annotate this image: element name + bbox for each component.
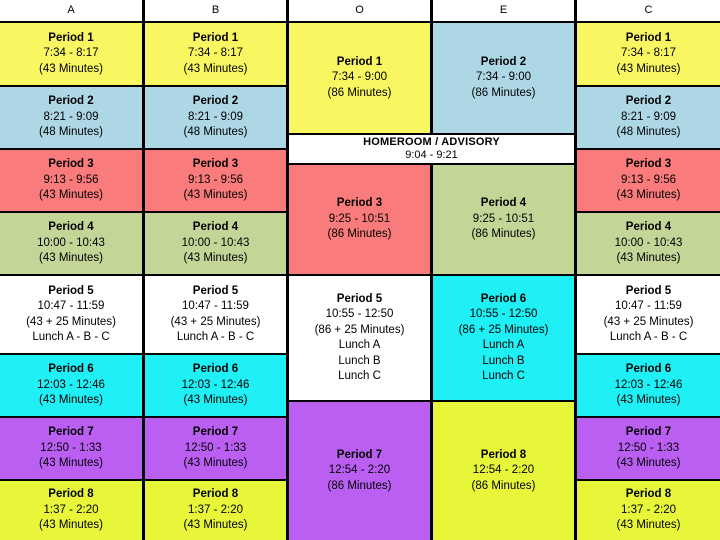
period-time: 12:50 - 1:33 bbox=[40, 441, 102, 454]
lunch-b: Lunch B bbox=[338, 354, 381, 367]
block-o-period-3 bbox=[289, 165, 430, 274]
period-name: Period 4 bbox=[192, 221, 239, 234]
period-time: 1:37 - 2:20 bbox=[188, 503, 243, 516]
period-time: 7:34 - 8:17 bbox=[188, 47, 243, 60]
period-name: Period 2 bbox=[192, 95, 239, 108]
period-name: Period 8 bbox=[48, 488, 94, 501]
period-time: 10:47 - 11:59 bbox=[182, 300, 249, 312]
period-length: (43 Minutes) bbox=[39, 189, 103, 202]
period-2-cell-a bbox=[0, 87, 142, 148]
period-time: 1:37 - 2:20 bbox=[43, 503, 99, 516]
period-length: (48 Minutes) bbox=[183, 126, 248, 139]
period-time: 10:00 - 10:43 bbox=[614, 236, 683, 249]
period-time: 8:21 - 9:09 bbox=[188, 110, 243, 123]
period-time: 7:34 - 8:17 bbox=[43, 47, 99, 60]
period-length: (86 + 25 Minutes) bbox=[314, 323, 405, 336]
period-name: Period 6 bbox=[480, 292, 527, 305]
period-5-cell-b bbox=[145, 276, 286, 353]
period-length: (43 Minutes) bbox=[616, 457, 681, 470]
period-length: (43 Minutes) bbox=[183, 394, 248, 407]
period-name: Period 5 bbox=[336, 292, 383, 305]
period-length: (43 + 25 Minutes) bbox=[26, 315, 116, 328]
period-7-cell-a bbox=[0, 418, 142, 479]
period-time: 7:34 - 9:00 bbox=[476, 71, 531, 84]
period-8-cell-a bbox=[0, 481, 142, 540]
period-length: (86 Minutes) bbox=[327, 86, 392, 99]
period-name: Period 7 bbox=[192, 426, 239, 439]
block-e-period-2 bbox=[433, 23, 574, 133]
period-time: 1:37 - 2:20 bbox=[621, 503, 676, 516]
period-7-cell-c bbox=[577, 418, 720, 479]
period-name: Period 8 bbox=[480, 448, 527, 461]
header-b: B bbox=[145, 0, 286, 21]
period-2-cell-c bbox=[577, 87, 720, 148]
period-name: Period 1 bbox=[336, 55, 383, 68]
period-length: (86 Minutes) bbox=[327, 228, 392, 241]
period-8-cell-b bbox=[145, 481, 286, 540]
homeroom-time: 9:04 - 9:21 bbox=[405, 149, 458, 161]
period-name: Period 8 bbox=[625, 488, 672, 501]
period-length: (86 Minutes) bbox=[327, 479, 392, 492]
lunch-b: Lunch B bbox=[482, 354, 525, 367]
period-8-cell-c bbox=[577, 481, 720, 540]
period-6-cell-a bbox=[0, 355, 142, 416]
period-name: Period 3 bbox=[192, 158, 239, 171]
period-time: 10:55 - 12:50 bbox=[469, 308, 538, 320]
period-time: 12:03 - 12:46 bbox=[614, 378, 683, 391]
block-e-period-8 bbox=[433, 402, 574, 540]
lunch-note: Lunch A - B - C bbox=[609, 331, 688, 343]
block-o-period-7 bbox=[289, 402, 430, 540]
period-length: (43 Minutes) bbox=[183, 457, 248, 470]
period-name: Period 2 bbox=[48, 95, 94, 108]
period-5-cell-c bbox=[577, 276, 720, 353]
period-time: 12:54 - 2:20 bbox=[328, 464, 391, 477]
period-1-cell-c bbox=[577, 23, 720, 85]
period-length: (43 Minutes) bbox=[39, 457, 103, 470]
period-5-cell-a bbox=[0, 276, 142, 353]
period-time: 10:47 - 11:59 bbox=[37, 300, 105, 312]
period-length: (43 Minutes) bbox=[616, 252, 681, 265]
lunch-note: Lunch A - B - C bbox=[32, 331, 110, 343]
period-time: 9:13 - 9:56 bbox=[43, 173, 99, 186]
period-time: 10:55 - 12:50 bbox=[325, 308, 394, 320]
period-name: Period 6 bbox=[192, 363, 239, 376]
period-name: Period 4 bbox=[48, 221, 94, 234]
period-length: (43 Minutes) bbox=[39, 394, 103, 407]
period-length: (48 Minutes) bbox=[616, 126, 681, 139]
period-name: Period 1 bbox=[192, 31, 239, 44]
header-e: E bbox=[433, 0, 574, 21]
period-time: 12:54 - 2:20 bbox=[472, 464, 535, 477]
period-length: (43 Minutes) bbox=[616, 189, 681, 202]
block-e-period-6 bbox=[433, 276, 574, 400]
period-length: (43 Minutes) bbox=[616, 394, 681, 407]
period-7-cell-b bbox=[145, 418, 286, 479]
period-length: (43 Minutes) bbox=[39, 252, 103, 265]
period-name: Period 8 bbox=[192, 488, 239, 501]
period-name: Period 7 bbox=[48, 426, 94, 439]
period-length: (43 Minutes) bbox=[616, 519, 681, 532]
lunch-a: Lunch A bbox=[338, 339, 381, 351]
lunch-a: Lunch A bbox=[482, 339, 525, 351]
period-name: Period 3 bbox=[336, 197, 383, 210]
period-name: Period 1 bbox=[48, 31, 94, 44]
period-4-cell-c bbox=[577, 213, 720, 274]
lunch-c: Lunch C bbox=[482, 370, 525, 382]
period-length: (43 Minutes) bbox=[616, 62, 681, 75]
period-name: Period 5 bbox=[625, 284, 672, 297]
block-o-period-1 bbox=[289, 23, 430, 133]
period-3-cell-c bbox=[577, 150, 720, 211]
period-time: 10:00 - 10:43 bbox=[181, 236, 250, 249]
period-time: 12:03 - 12:46 bbox=[181, 378, 250, 391]
period-time: 12:50 - 1:33 bbox=[617, 441, 680, 454]
period-6-cell-b bbox=[145, 355, 286, 416]
period-length: (43 + 25 Minutes) bbox=[603, 315, 694, 328]
period-name: Period 5 bbox=[48, 284, 94, 297]
period-length: (43 Minutes) bbox=[183, 519, 248, 532]
period-length: (43 Minutes) bbox=[183, 189, 248, 202]
period-time: 9:13 - 9:56 bbox=[188, 173, 243, 186]
period-name: Period 5 bbox=[192, 284, 239, 297]
period-name: Period 6 bbox=[625, 363, 672, 376]
period-time: 12:03 - 12:46 bbox=[37, 378, 105, 391]
period-length: (86 Minutes) bbox=[471, 479, 536, 492]
period-time: 9:25 - 10:51 bbox=[328, 212, 391, 225]
period-name: Period 6 bbox=[48, 363, 94, 376]
period-time: 9:25 - 10:51 bbox=[472, 212, 535, 225]
homeroom-title: HOMEROOM / ADVISORY bbox=[363, 136, 500, 148]
period-length: (86 Minutes) bbox=[471, 86, 536, 99]
block-e-period-4 bbox=[433, 165, 574, 274]
period-name: Period 3 bbox=[625, 158, 672, 171]
lunch-c: Lunch C bbox=[338, 370, 381, 382]
period-length: (43 Minutes) bbox=[39, 62, 103, 75]
header-a: A bbox=[0, 0, 142, 21]
lunch-note: Lunch A - B - C bbox=[176, 331, 255, 343]
period-name: Period 4 bbox=[625, 221, 672, 234]
period-length: (43 Minutes) bbox=[183, 62, 248, 75]
period-length: (43 + 25 Minutes) bbox=[170, 315, 261, 328]
period-1-cell-a bbox=[0, 23, 142, 85]
period-time: 8:21 - 9:09 bbox=[621, 110, 676, 123]
period-time: 7:34 - 8:17 bbox=[621, 47, 676, 60]
period-name: Period 3 bbox=[48, 158, 94, 171]
block-o-period-5 bbox=[289, 276, 430, 400]
homeroom-advisory-band bbox=[289, 135, 574, 163]
period-time: 8:21 - 9:09 bbox=[43, 110, 99, 123]
period-length: (86 + 25 Minutes) bbox=[458, 323, 549, 336]
period-time: 7:34 - 9:00 bbox=[332, 71, 387, 84]
period-length: (48 Minutes) bbox=[39, 126, 103, 139]
header-c: C bbox=[577, 0, 720, 21]
period-name: Period 2 bbox=[625, 95, 672, 108]
period-name: Period 1 bbox=[625, 31, 672, 44]
period-length: (43 Minutes) bbox=[39, 519, 103, 532]
period-time: 10:00 - 10:43 bbox=[37, 236, 105, 249]
period-3-cell-b bbox=[145, 150, 286, 211]
period-3-cell-a bbox=[0, 150, 142, 211]
period-4-cell-b bbox=[145, 213, 286, 274]
header-o: O bbox=[289, 0, 430, 21]
period-name: Period 2 bbox=[480, 55, 527, 68]
period-6-cell-c bbox=[577, 355, 720, 416]
period-length: (43 Minutes) bbox=[183, 252, 248, 265]
period-name: Period 7 bbox=[625, 426, 672, 439]
period-length: (86 Minutes) bbox=[471, 228, 536, 241]
period-time: 9:13 - 9:56 bbox=[621, 173, 676, 186]
period-time: 10:47 - 11:59 bbox=[615, 300, 682, 312]
period-2-cell-b bbox=[145, 87, 286, 148]
period-1-cell-b bbox=[145, 23, 286, 85]
period-time: 12:50 - 1:33 bbox=[184, 441, 247, 454]
period-name: Period 4 bbox=[480, 197, 527, 210]
period-4-cell-a bbox=[0, 213, 142, 274]
period-name: Period 7 bbox=[336, 448, 383, 461]
